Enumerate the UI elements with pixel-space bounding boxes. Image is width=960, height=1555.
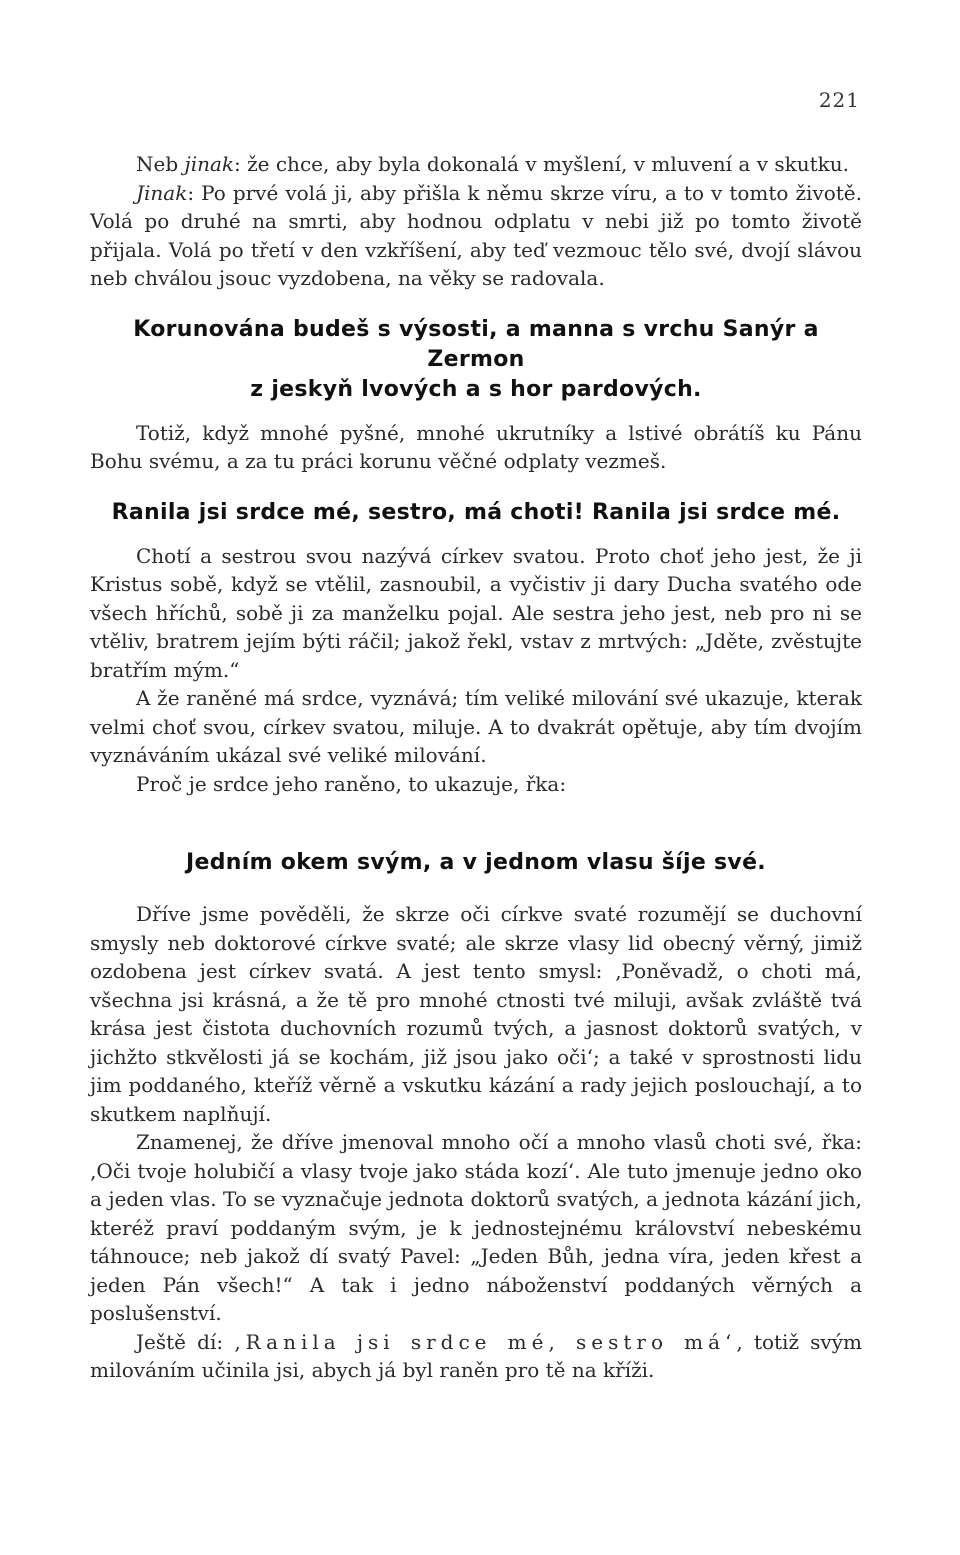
paragraph-znamenej: Znamenej, že dříve jmenoval mnoho očí a mnoho vlasů choti své, řka: ‚Oči tvoje holubičí a vlasy tvoje jako stáda kozí‘. Ale tuto jmenuje jedno oko a jeden vlas. To se vyznačuje jednota doktorů svatých, a jednota kázání jich, kteréž praví poddaným svým, je k jednostejnému království nebeskému táhnouce; neb jakož dí svatý Pavel: „Jeden Bůh, jedna víra, jeden křest a jeden Pán všech!“ A tak i jedno náboženství poddaných věrných a poslušenství. (90, 1130, 862, 1325)
paragraph-jinak-three-calls (90, 179, 862, 293)
paragraph-text: : že chce, aby byla dokonalá v myšlení, v mluvení a v skutku. (234, 152, 850, 176)
italic-keyword: Jinak (136, 180, 188, 205)
paragraph-choti-sestrou: Chotí a sestrou svou nazývá církev svatou. Proto choť jeho jest, že ji Kristus sobě, když se vtělil, zasnoubil, a vyčistiv ji dary Ducha svatého ode všech hříchů, sobě ji za manželku pojal. Ale sestra jeho jest, neb pro ni se vtěliv, bratrem jejím býti ráčil; jakož řekl, vstav z mrtvých: „Jděte, zvěstujte bratřím mým.“ (90, 543, 862, 682)
paragraph-text: : Po prvé volá ji, aby přišla k němu skrze víru, a to v tomto životě. Volá po druhé na smrti, aby hodnou odplatu v nebi již po tomto životě přijala. Volá po třetí v den vzkříšení, aby teď vezmouc tělo své, dvojí slávou neb chválou jsouc vyzdobena, na věky se radovala. (90, 180, 862, 290)
paragraph-totiz: Totiž, když mnohé pyšné, mnohé ukrutníky a lstivé obrátíš ku Pánu Bohu svému, a za tu práci korunu věčné odplaty vezmeš. (90, 420, 862, 473)
spaced-quote: ‚Ranila jsi srdce mé, sestro má‘ (234, 1329, 737, 1354)
heading-line: z jeskyň lvových a s hor pardových. (250, 376, 702, 402)
paragraph-proc: Proč je srdce jeho raněno, to ukazuje, řka: (136, 771, 567, 796)
verse-heading-korunovana (90, 315, 862, 405)
book-page (90, 0, 862, 1555)
paragraph-lead: Ještě dí: (136, 1329, 235, 1354)
paragraph-jeste-di (90, 1328, 862, 1385)
italic-keyword: jinak (184, 152, 235, 176)
heading-line: Korunována budeš s výsosti, a manna s vrchu Sanýr a Zermon (133, 316, 819, 372)
verse-heading-ranila (90, 498, 862, 528)
paragraph-text: , totiž svým milováním učinila jsi, abych já byl raněn pro tě na kříži. (90, 1329, 862, 1382)
heading-line: Ranila jsi srdce mé, sestro, má choti! Ranila jsi srdce mé. (111, 499, 841, 525)
heading-line: Jedním okem svým, a v jednom vlasu šíje své. (186, 850, 766, 875)
paragraph-lead: Neb (136, 152, 185, 176)
paragraph-drive-jsme: Dříve jsme pověděli, že skrze oči církve svaté rozumějí se duchovní smysly neb doktorové církve svaté; ale skrze vlasy lid obecný věrný, jimiž ozdobena jest církev svatá. A jest tento smysl: ‚Poněvadž, o choti má, všechna jsi krásná, a že tě pro mnohé ctnosti tvé miluji, avšak zvláště tvá krása jest čistota duchovních rozumů tvých, a jasnost doktorů svatých, v jichžto stkvělosti já se kochám, již jsou jako oči‘; a také v sprostnosti lidu jim poddaného, kteříž věrně a vskutku kázání a rady jejich poslouchají, a to skutkem naplňují. (90, 902, 862, 1126)
paragraph-ranene-srdce: A že raněné má srdce, vyznává; tím veliké milování své ukazuje, kterak velmi choť svou, církev svatou, miluje. A to dvakrát opětuje, aby tím dvojím vyznáváním ukázal své veliké milování. (90, 686, 862, 767)
verse-heading-jednim-okem (90, 848, 862, 878)
page-number: 221 (818, 88, 860, 112)
paragraph-jinak-intro (90, 150, 862, 179)
page-content (90, 150, 862, 1385)
